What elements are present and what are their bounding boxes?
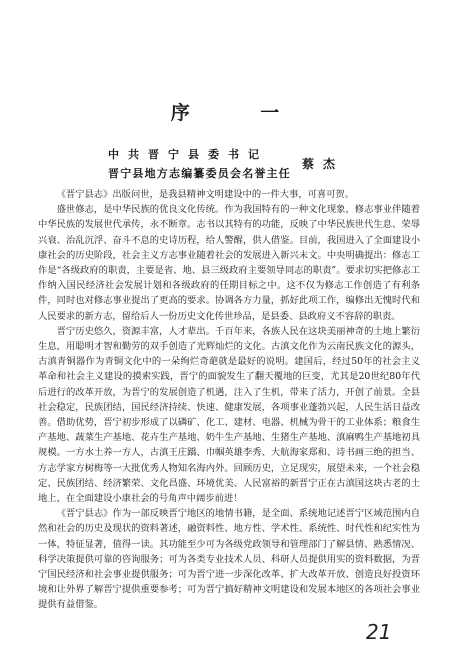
byline-author: 蔡杰 (302, 157, 345, 171)
paragraph: 盛世修志，是中华民族的优良文化传统。作为我国特有的一种文化现象，修志事业伴随着中华民族的发展世代承传，永不断章。志书以其特有的功能，反映了中华民族世代生息、荣辱兴衰、治乱沉浮、奋斗不息的史诗历程，给人警醒，供人借鉴。目前，我国进入了全面建设小康社会的历史阶段，社会主义方志事业随着社会的发展进入新兴未文。中央明确提出：修志工作是“各级政府的职责，主要是省、地、县三级政府主要领导同志的职责”。要求切实把修志工作纳入国民经济社会发展计划和各级政府的任期目标之中。这不仅为修志工作创造了有利条件，同时也对修志事业提出了更高的要求。协调各方力量，抓好此项工作，编修出无愧时代和人民要求的新方志，留给后人一份历史文化传世珍品，是县委、县政府义不容辞的职责。 (38, 204, 420, 322)
byline (108, 146, 408, 182)
body-text (38, 187, 420, 613)
paragraph: 《晋宁县志》作为一部反映晋宁地区的地情书籍，是全面、系统地记述晋宁区域范围内自然和社会的历史及现状的资料著述，融资料性、地方性、学术性、系统性、时代性和纪实性为一体，特征显著，值得一读。其功能至少可为各级党政领导和管理部门了解县情、熟悉情况、科学决策提供可靠的咨询服务；可为各类专业技术人员、科研人员提供用实的资料数据，为晋宁国民经济和社会事业提供服务；可为晋宁进一步深化改革、扩大改革开放、创造良好投资环境和让外界了解晋宁提供重要参考；可为晋宁搞好精神文明建设和发展本地区的各项社会事业提供有益借鉴。 (38, 508, 420, 611)
handwritten-page-note: 21 (366, 620, 392, 644)
paragraph: 《晋宁县志》出版问世，是我县精神文明建设中的一件大事，可喜可贺。 (56, 189, 355, 200)
byline-org-line2: 晋宁县地方志编纂委员会名誉主任 (108, 167, 291, 180)
page-title: 序 一 (170, 102, 312, 124)
byline-org-line1: 中共晋宁县委书记 (108, 148, 268, 161)
paragraph: 晋宁历史悠久，资源丰富，人才辈出。千百年来，各族人民在这块美丽神奇的土地上繁衍生息，用聪明才智和勤劳的双手创造了光辉灿烂的文化。古滇文化作为云南民族文化的源头，古滇青铜器作为青铜文化中的一朵绚烂奇葩就是最好的说明。建国后，经过50年的社会主义革命和社会主义建设的摸索实践，晋宁的面貌发生了翻天覆地的巨变，尤其是20世纪80年代后进行的改革开放，为晋宁的发展创造了机遇，注入了生机，带来了活力，开创了前景。全县社会稳定，民族团结，国民经济持续、快速、健康发展，各项事业蓬勃兴起，人民生活日益改善。借助优势，晋宁初步形成了以磷矿、化工、建材、电器、机械为骨干的工业体系；粮食生产基地、蔬菜生产基地、花卉生产基地、奶牛生产基地、生猪生产基地、滇麻鸭生产基地初具规模。一方水土养一方人，古滇王庄蹻、巾帼英雄李秀、大航海家郑和、诗书画三绝的担当、方志学家方树梅等一大批优秀人物知名海内外。回顾历史，立足现实，展望未来，一个社会稳定、民族团结、经济繁荣、文化昌盛、环境优美、人民富裕的新晋宁正在古滇国这块古老的土地上，在全面建设小康社会的号角声中阔步前进！ (38, 325, 420, 505)
